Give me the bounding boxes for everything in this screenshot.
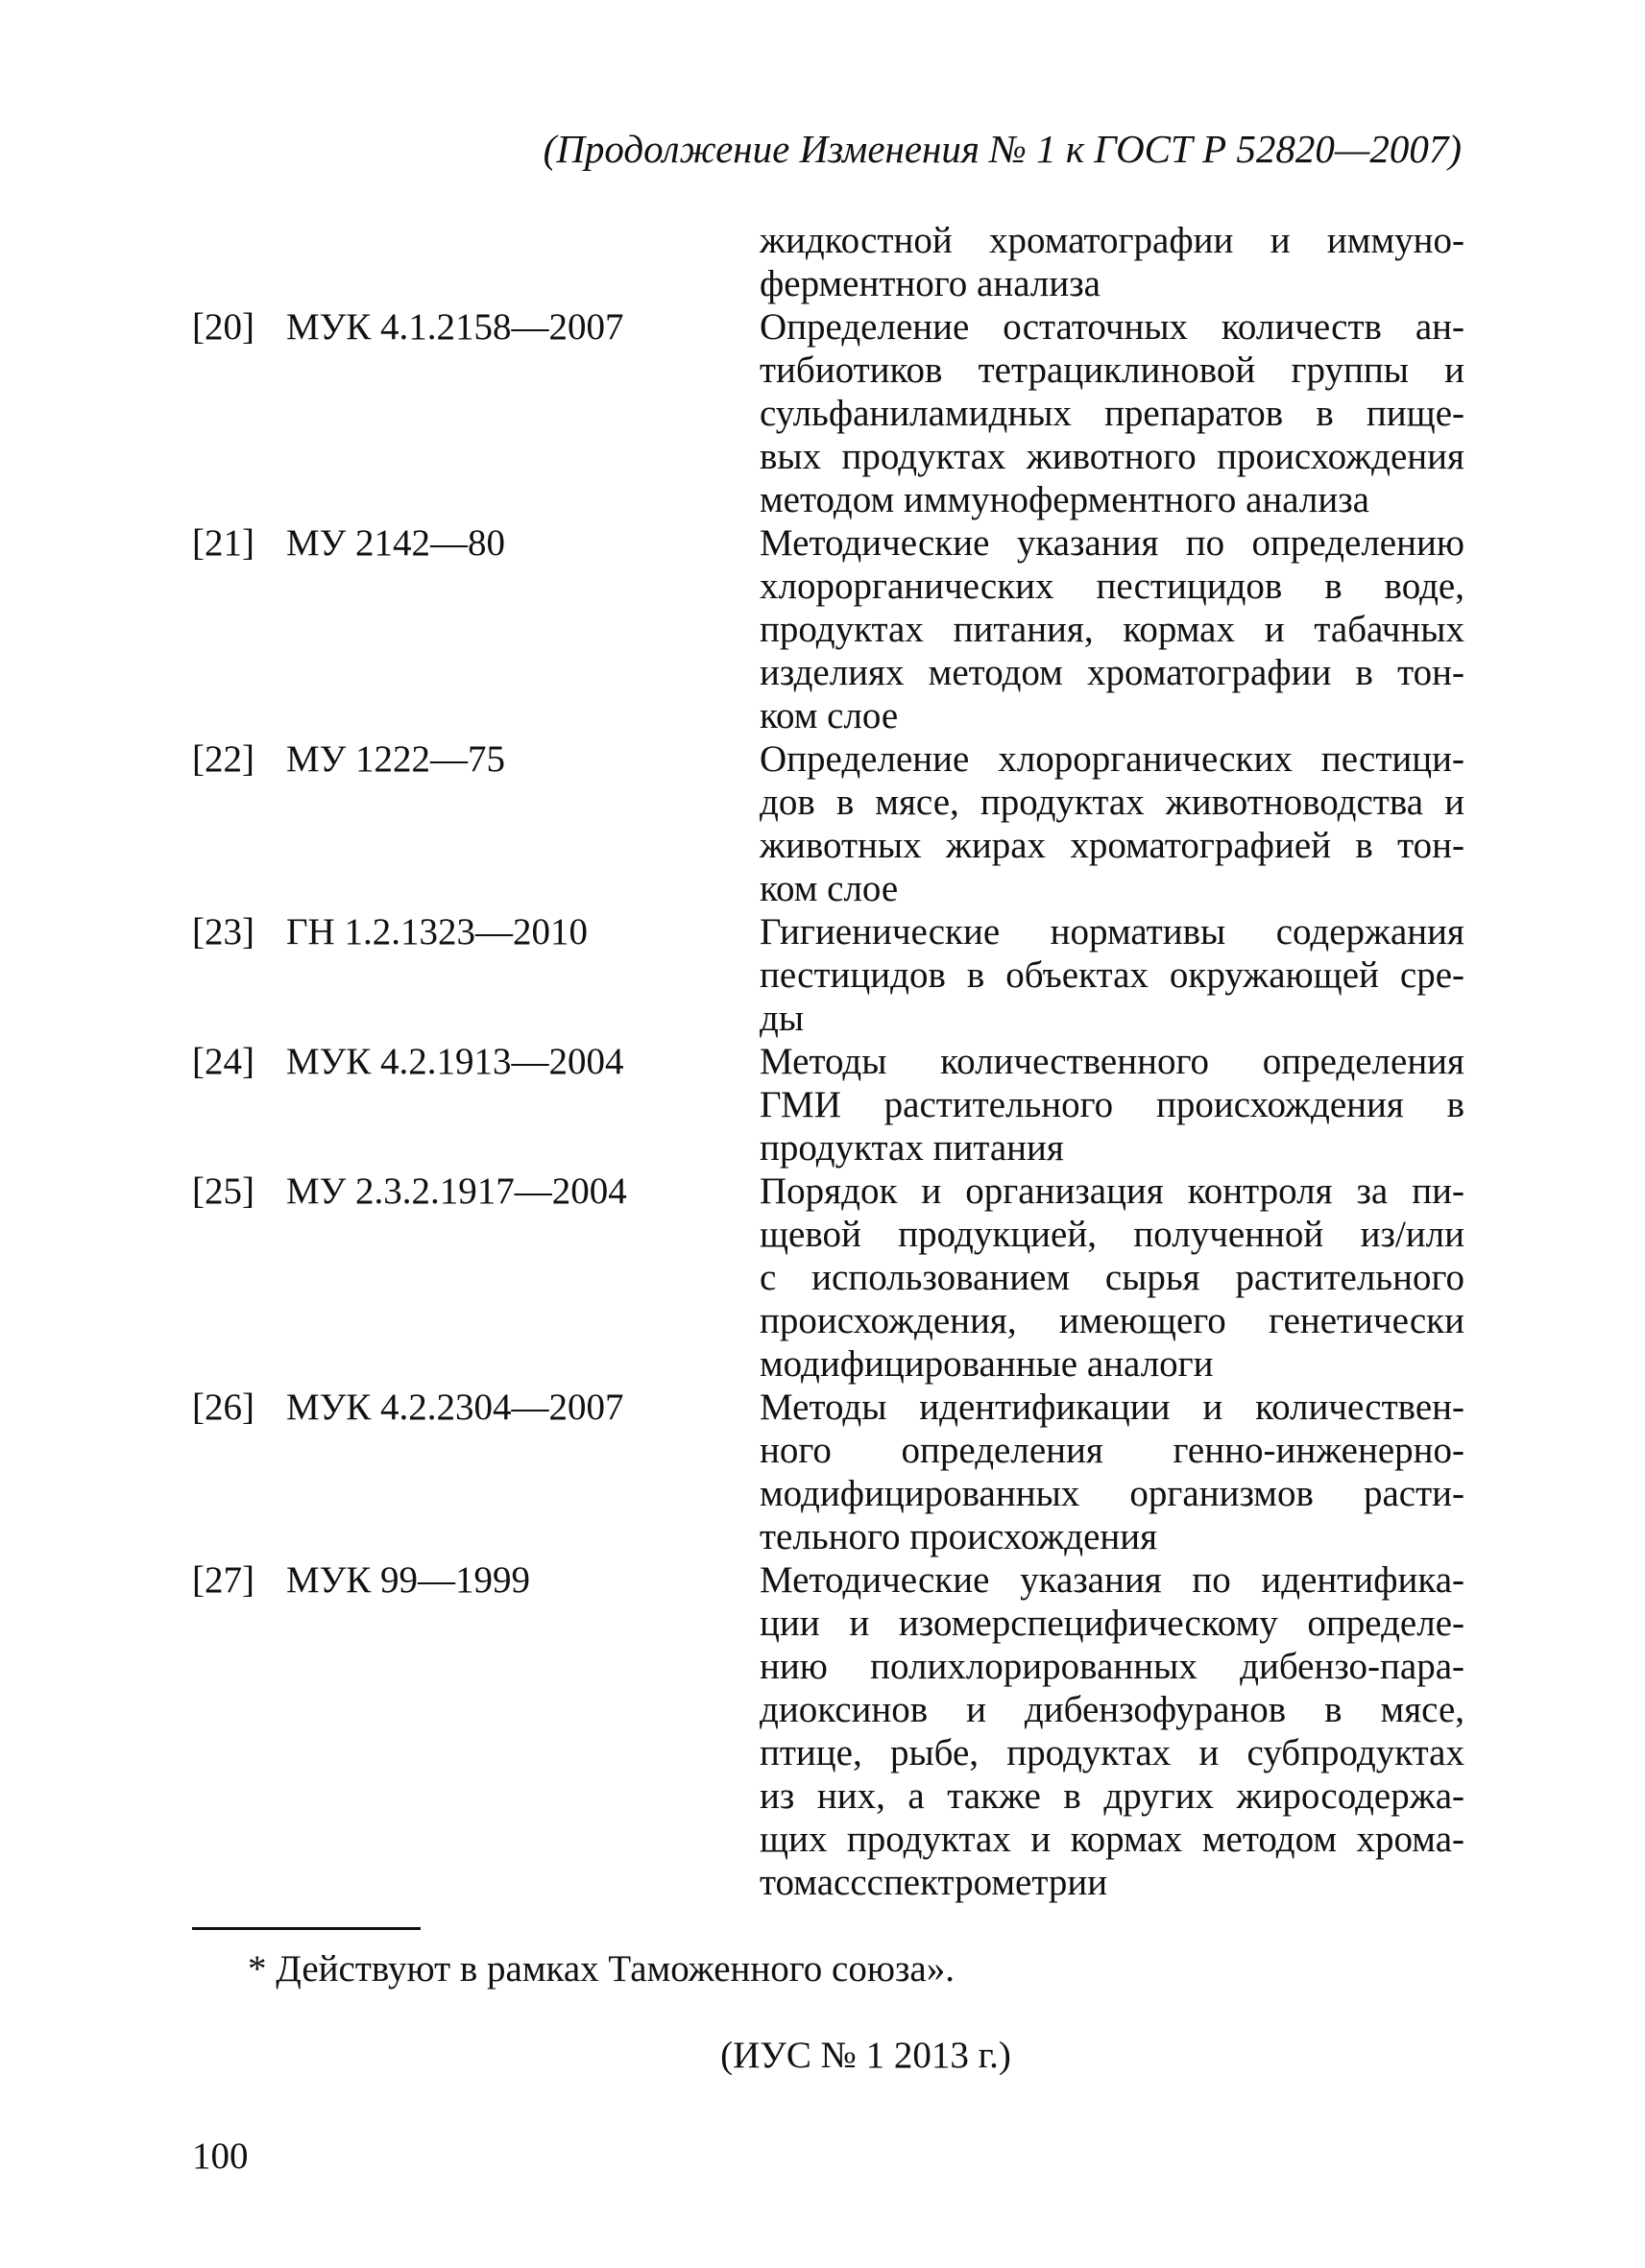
reference-number: [22]	[192, 738, 254, 780]
reference-title: Методы количественного определения ГМИ растительного происхождения в продуктах питания	[760, 1041, 1464, 1169]
reference-number: [20]	[192, 306, 254, 348]
reference-title: Определение хлорорганических пестици- дов в мясе, продуктах животноводства и животных жирах хроматографией в тон- ком слое	[760, 738, 1464, 909]
reference-title: Определение остаточных количеств ан- тибиотиков тетрациклиновой группы и сульфаниламидных препаратов в пище- вых продуктах животного происхождения методом иммуноферментного анализа	[760, 306, 1464, 520]
reference-item-24	[192, 1040, 1464, 1170]
reference-title: Порядок и организация контроля за пи- щевой продукцией, полученной из/или с использованием сырья растительного происхождения, имеющего генетически модифицированные аналоги	[760, 1170, 1464, 1385]
reference-number: [24]	[192, 1041, 254, 1082]
reference-number: [21]	[192, 522, 254, 564]
reference-item-27	[192, 1558, 1464, 1904]
reference-item-26	[192, 1386, 1464, 1558]
reference-list	[192, 219, 1464, 1904]
ius-citation	[0, 2034, 1645, 2078]
reference-number: [25]	[192, 1170, 254, 1212]
reference-title: Методические указания по идентифика- ции и изомерспецифическому определе- нию полихлорированных дибензо-пара- диоксинов и дибензофуранов в мясе, птице, рыбе, продуктах и субпродуктах из них, а также в других жиросодержа- щих продуктах и кормах методом хрома- томассспектрометрии	[760, 1559, 1464, 1903]
reference-item-22	[192, 737, 1464, 910]
reference-title: Гигиенические нормативы содержания пестицидов в объектах окружающей сре- ды	[760, 911, 1464, 1039]
reference-code: МУК 4.2.1913—2004	[286, 1041, 624, 1082]
reference-title: жидкостной хроматографии и иммуно- ферментного анализа	[760, 220, 1464, 304]
reference-code: МУК 4.1.2158—2007	[286, 306, 624, 348]
reference-code: МУК 4.2.2304—2007	[286, 1387, 624, 1428]
reference-code: МУК 99—1999	[286, 1559, 531, 1601]
footnote: * Действуют в рамках Таможенного союза».	[248, 1948, 955, 1990]
reference-number: [27]	[192, 1559, 254, 1601]
reference-item-25	[192, 1170, 1464, 1386]
reference-code: МУ 1222—75	[286, 738, 506, 780]
reference-code: МУ 2142—80	[286, 522, 506, 564]
page-number: 100	[192, 2135, 249, 2177]
reference-item-21	[192, 521, 1464, 737]
reference-code: ГН 1.2.1323—2010	[286, 911, 588, 953]
reference-title: Методические указания по определению хлорорганических пестицидов в воде, продуктах питания, кормах и табачных изделиях методом хроматографии в тон- ком слое	[760, 522, 1464, 736]
footnote-divider	[192, 1927, 421, 1930]
reference-item-23	[192, 910, 1464, 1040]
reference-code: МУ 2.3.2.1917—2004	[286, 1170, 627, 1212]
reference-continuation	[192, 219, 1464, 305]
reference-item-20	[192, 305, 1464, 521]
reference-title: Методы идентификации и количествен- ного определения генно-инженерно- модифицированных организмов расти- тельного происхождения	[760, 1387, 1464, 1557]
reference-number: [23]	[192, 911, 254, 953]
ius-citation-text: (ИУС № 1 2013 г.)	[720, 2035, 1011, 2076]
page-header: (Продолжение Изменения № 1 к ГОСТ Р 52820—2007)	[543, 127, 1462, 171]
reference-number: [26]	[192, 1387, 254, 1428]
